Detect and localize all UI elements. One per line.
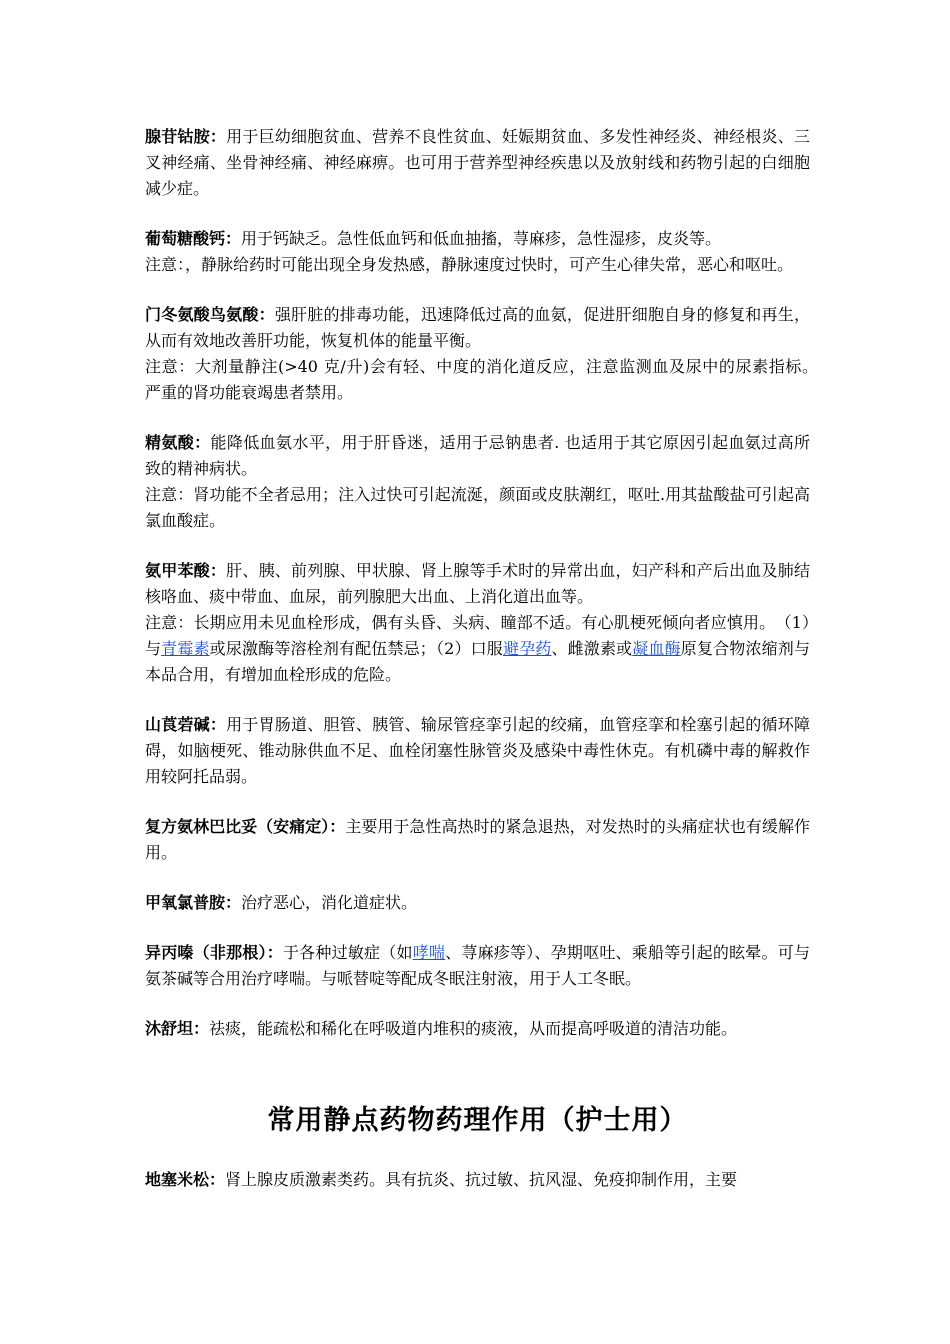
drug-name: 甲氧氯普胺 [145,893,226,912]
separator: ： [209,561,227,580]
drug-description: 能降低血氨水平，用于肝昏迷，适用于忌钠患者. 也适用于其它原因引起血氨过高所致的精神病状。 [145,433,810,478]
drug-description: 肝、胰、前列腺、甲状腺、肾上腺等手术时的异常出血，妇产科和产后出血及肺结核咯血、痰中带血、血尿，前列腺肥大出血、上消化道出血等。 [145,561,810,606]
note-text: 原复合物浓缩剂与本品合用，有增加血栓形成的危险。 [145,639,810,684]
drug-description: 用于巨幼细胞贫血、营养不良性贫血、妊娠期贫血、多发性神经炎、神经根炎、三叉神经痛、坐骨神经痛、神经麻痹。也可用于营养型神经疾患以及放射线和药物引起的白细胞减少症。 [145,127,810,198]
drug-description: 治疗恶心，消化道症状。 [241,893,418,912]
drug-description: 、荨麻疹等）、孕期呕吐、乘船等引起的眩晕。可与氨茶碱等合用治疗哮喘。与哌替啶等配成冬眠注射液，用于人工冬眠。 [145,943,810,988]
drug-name: 精氨酸 [145,433,195,452]
drug-name: 门冬氨酸鸟氨酸 [145,305,259,324]
drug-description: 于各种过敏症（如 [282,943,413,962]
drug-name: 地塞米松 [145,1170,210,1189]
separator: ： [209,127,227,146]
separator: ： [266,943,283,962]
entry-promethazine [145,940,810,992]
link-thrombin[interactable]: 凝血酶 [632,639,681,658]
entry-compound-aminopyrine [145,814,810,866]
entry-adenosylcobalamin [145,124,810,202]
separator: ： [194,433,211,452]
note-text: 或尿激酶等溶栓剂有配伍禁忌；（2）口服 [209,639,503,658]
section-heading: 常用静点药物药理作用（护士用） [267,1105,688,1136]
separator: ： [209,715,227,734]
entry-aminomethylbenzoic-acid [145,558,810,688]
entry-ambroxol [145,1016,810,1042]
drug-name: 氨甲苯酸 [145,561,210,580]
drug-name: 山莨菪碱 [145,715,210,734]
note-text: 、雌激素或 [551,639,633,658]
separator: ： [225,229,242,248]
entry-metoclopramide [145,890,810,916]
drug-name: 沐舒坦 [145,1019,194,1038]
drug-description: 祛痰，能疏松和稀化在呼吸道内堆积的痰液，从而提高呼吸道的清洁功能。 [209,1019,738,1038]
document-page [145,124,827,1217]
drug-note: 注意：，静脉给药时可能出现全身发热感，静脉速度过快时，可产生心律失常，恶心和呕吐。 [145,255,794,274]
separator: ： [258,305,275,324]
entry-arginine [145,430,810,534]
drug-name: 异丙嗪（非那根） [145,943,267,962]
separator: ： [329,817,346,836]
drug-name: 葡萄糖酸钙 [145,229,226,248]
drug-description: 强肝脏的排毒功能，迅速降低过高的血氨，促进肝细胞自身的修复和再生，从而有效地改善肝功能，恢复机体的能量平衡。 [145,305,810,350]
drug-note: 注意：大剂量静注(>40 克/升)会有轻、中度的消化道反应，注意监测血及尿中的尿素指标。 严重的肾功能衰竭患者禁用。 [145,357,827,402]
separator: ： [225,893,242,912]
separator: ： [193,1019,210,1038]
separator: ： [209,1170,226,1189]
link-penicillin[interactable]: 青霉素 [161,639,210,658]
drug-name: 复方氨林巴比妥（安痛定） [145,817,330,836]
note-text: 注意：长期应用未见血栓形成，偶有头昏、头病、瞳部不适。有心肌梗死倾向者应慎用。 （1）与 [145,613,810,658]
drug-description: 用于钙缺乏。急性低血钙和低血抽搐，荨麻疹，急性湿疹，皮炎等。 [241,229,722,248]
drug-description: 主要用于急性高热时的紧急退热，对发热时的头痛症状也有缓解作用。 [145,817,810,862]
drug-note [145,610,810,688]
entry-calcium-gluconate [145,226,810,278]
drug-description: 用于胃肠道、胆管、胰管、输尿管痉挛引起的绞痛，血管痉挛和栓塞引起的循环障碍，如脑梗死、锥动脉供血不足、血栓闭塞性脉管炎及感染中毒性休克。有机磷中毒的解救作用较阿托品弱。 [145,715,810,786]
drug-name: 腺苷钴胺 [145,127,210,146]
drug-description: 肾上腺皮质激素类药。具有抗炎、抗过敏、抗风湿、免疫抑制作用，主要 [225,1170,738,1189]
entry-dexamethasone [145,1167,810,1193]
drug-note: 注意：肾功能不全者忌用；注入过快可引起流涎，颜面或皮肤潮红，呕吐.用其盐酸盐可引起高氯血酸症。 [145,485,810,530]
entry-anisodamine [145,712,810,790]
entry-ornithine-aspartate [145,302,827,406]
link-contraceptive[interactable]: 避孕药 [502,639,552,658]
link-asthma[interactable]: 哮喘 [412,943,446,962]
